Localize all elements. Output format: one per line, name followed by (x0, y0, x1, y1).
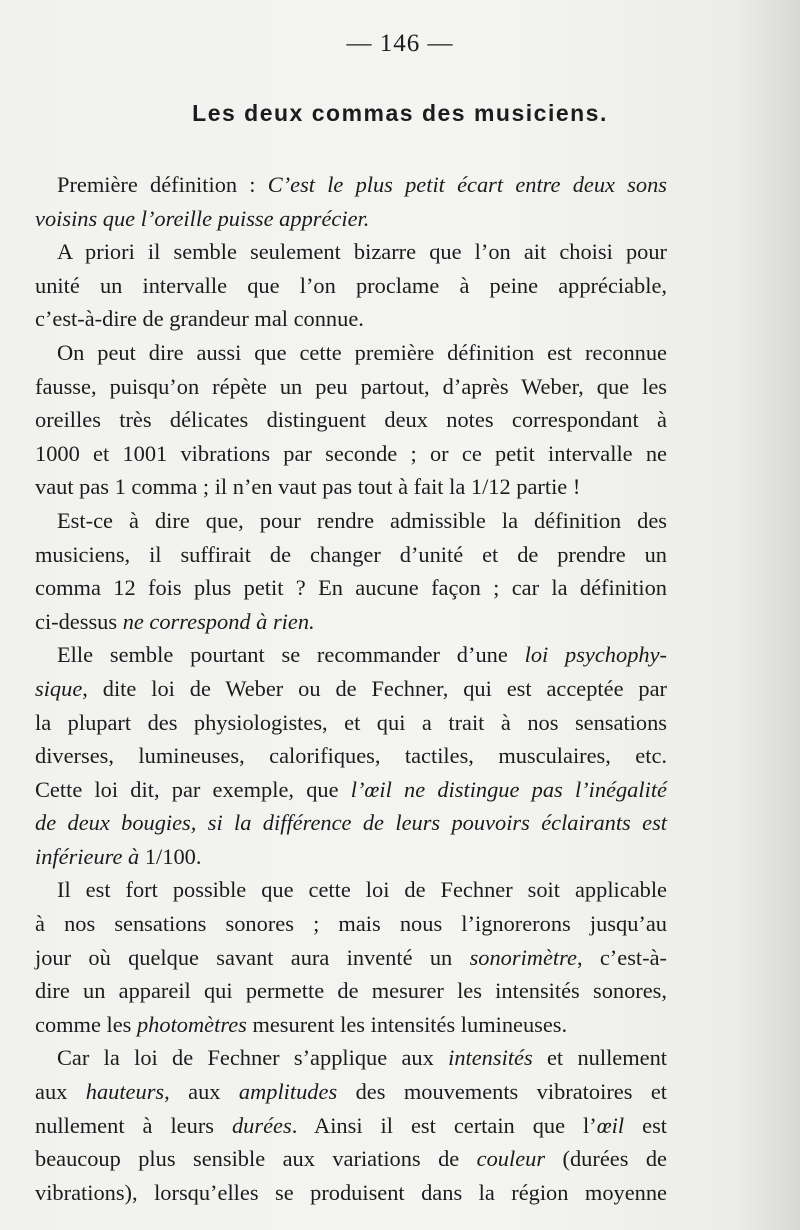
text-line (35, 1008, 667, 1042)
text-segment: Première définition : (57, 172, 268, 197)
italic-text: œil (596, 1112, 625, 1138)
text-line (35, 235, 667, 269)
text-line (35, 840, 667, 874)
text-line (35, 571, 667, 605)
text-segment: fausse, puisqu’on répète un peu partout, d’après Weber, que les (35, 373, 667, 399)
text-line (35, 706, 667, 740)
text-line (35, 1075, 667, 1109)
text-segment: jour où quelque savant aura inventé un (35, 944, 470, 970)
text-segment: (durées de (545, 1146, 667, 1172)
text-line (35, 403, 667, 437)
italic-text: durées (231, 1112, 292, 1138)
text-segment: A priori il semble seulement bizarre que l’on ait choisi pour (57, 239, 667, 265)
italic-text: sonorimètre (469, 944, 577, 970)
text-line (35, 605, 667, 639)
text-line (35, 202, 667, 236)
italic-text: inférieure à (35, 843, 140, 869)
text-segment: comme les (35, 1011, 137, 1037)
text-segment: Elle semble pourtant se recommander d’une (57, 642, 525, 668)
text-line (35, 370, 667, 404)
text-line (35, 470, 667, 504)
body-text (35, 168, 667, 1209)
text-line (35, 638, 667, 672)
italic-text: sique (35, 675, 83, 701)
text-segment: Il est fort possible que cette loi de Fechner soit applicable (57, 877, 667, 903)
italic-text: amplitudes (238, 1079, 338, 1105)
text-segment: c’est-à-dire de grandeur mal connue. (35, 306, 364, 332)
italic-text: ne correspond à rien. (122, 608, 315, 634)
text-segment: . Ainsi il est certain que l’ (291, 1112, 597, 1138)
text-segment: mesurent les intensités lumineuses. (246, 1011, 568, 1037)
text-segment: , c’est-à- (576, 944, 667, 970)
text-segment: des mouvements vibratoires et (337, 1079, 667, 1105)
text-line (35, 907, 667, 941)
text-segment: beaucoup plus sensible aux variations de (35, 1146, 477, 1172)
text-segment: vibrations), lorsqu’elles se produisent dans la région moyenne (35, 1179, 667, 1205)
text-line (35, 1142, 667, 1176)
italic-text: voisins que l’oreille puisse apprécier. (35, 205, 370, 231)
text-line (35, 773, 667, 807)
text-line (35, 302, 667, 336)
text-segment: 1000 et 1001 vibrations par seconde ; or ce petit intervalle ne (35, 440, 667, 466)
text-segment: musiciens, il suffirait de changer d’unité et de prendre un (35, 541, 667, 567)
text-segment: ci-dessus (35, 608, 123, 634)
text-segment: Est-ce à dire que, pour rendre admissible la définition des (57, 507, 667, 533)
text-segment: , dite loi de Weber ou de Fechner, qui est acceptée par (82, 675, 667, 701)
text-segment: dire un appareil qui permette de mesurer les intensités sonores, (35, 978, 667, 1004)
text-line (35, 1041, 667, 1075)
text-line (35, 269, 667, 303)
text-segment: vaut pas 1 comma ; il n’en vaut pas tout à fait la 1/12 partie ! (35, 474, 581, 500)
italic-text: loi psychophy- (524, 642, 667, 668)
text-segment: aux (35, 1079, 86, 1105)
text-segment: à nos sensations sonores ; mais nous l’ignorerons jusqu’au (35, 911, 667, 937)
text-line (35, 806, 667, 840)
text-line (35, 437, 667, 471)
italic-text: intensités (448, 1045, 533, 1071)
text-line (35, 336, 667, 370)
text-segment: , aux (164, 1079, 239, 1105)
text-line (35, 538, 667, 572)
text-line (35, 739, 667, 773)
text-segment: la plupart des physiologistes, et qui a trait à nos sensations (35, 709, 667, 735)
italic-text: photomètres (136, 1011, 247, 1037)
text-segment: oreilles très délicates distinguent deux notes correspondant à (35, 407, 667, 433)
italic-text: l’œil ne distingue pas l’inégalité (350, 776, 667, 802)
text-line (35, 873, 667, 907)
text-segment: unité un intervalle que l’on proclame à peine appréciable, (35, 272, 667, 298)
text-segment: Cette loi dit, par exemple, que (35, 776, 351, 802)
text-line (35, 168, 667, 202)
text-line (35, 941, 667, 975)
text-line (35, 974, 667, 1008)
text-segment: comma 12 fois plus petit ? En aucune façon ; car la définition (35, 575, 667, 601)
text-line (35, 1176, 667, 1210)
text-segment: et nullement (532, 1045, 667, 1071)
text-segment: nullement à leurs (35, 1112, 232, 1138)
text-segment: diverses, lumineuses, calorifiques, tactiles, musculaires, etc. (35, 743, 667, 769)
italic-text: C’est le plus petit écart entre deux sons (267, 172, 668, 197)
text-line (35, 672, 667, 706)
italic-text: couleur (476, 1146, 546, 1172)
text-segment: Car la loi de Fechner s’applique aux (57, 1045, 449, 1071)
italic-text: hauteurs (85, 1079, 165, 1105)
section-title: Les deux commas des musiciens. (192, 100, 608, 126)
text-segment: est (624, 1112, 668, 1138)
text-segment: On peut dire aussi que cette première définition est reconnue (57, 339, 667, 365)
text-segment: 1/100. (139, 843, 202, 869)
italic-text: de deux bougies, si la différence de leurs pouvoirs éclairants est (35, 810, 667, 836)
text-line (35, 504, 667, 538)
page-number: — 146 — (346, 30, 454, 57)
text-line (35, 1109, 667, 1143)
